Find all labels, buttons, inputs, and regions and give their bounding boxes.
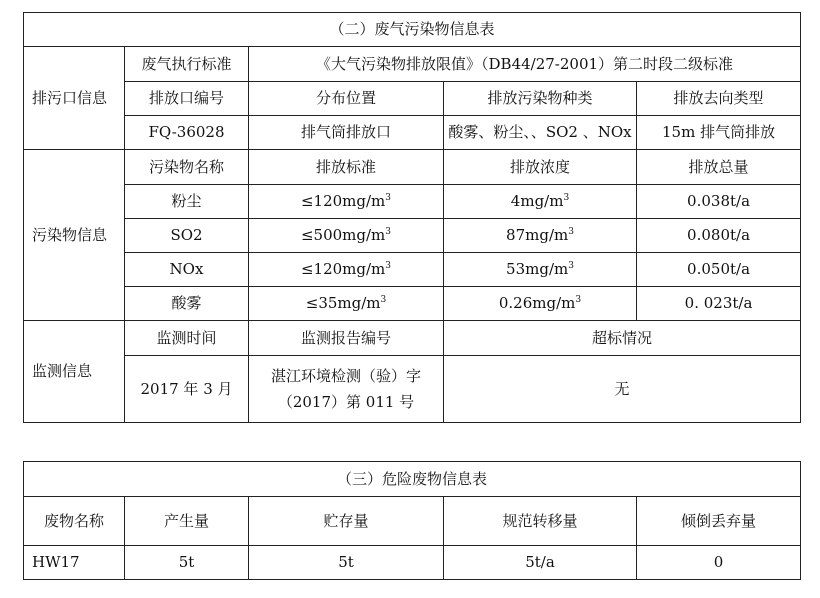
pollutant-total: 0.080t/a <box>637 219 801 253</box>
waste-generated: 5t <box>125 546 249 580</box>
waste-transferred: 5t/a <box>444 546 637 580</box>
pollutant-name: 粉尘 <box>125 185 249 219</box>
hazardous-waste-table <box>23 461 801 580</box>
report-number-line1: 湛江环境检测（验）字 <box>270 366 421 385</box>
pollutant-std: $\le 120mg/m^3$ <box>249 185 444 219</box>
report-number <box>249 356 444 423</box>
header-cell: 贮存量 <box>249 497 444 546</box>
outlet-pollutants: 酸雾、粉尘、、SO2 、NOx <box>444 116 637 150</box>
pollutant-name: SO2 <box>125 219 249 253</box>
table-row <box>24 185 801 219</box>
monitor-time: 2017 年 3 月 <box>125 356 249 423</box>
table-row <box>24 287 801 321</box>
header-cell: 废物名称 <box>24 497 125 546</box>
table-row <box>24 546 801 580</box>
header-cell: 倾倒丢弃量 <box>637 497 801 546</box>
waste-gas-table <box>23 12 801 423</box>
waste-dumped: 0 <box>637 546 801 580</box>
table-title: （二）废气污染物信息表 <box>24 13 801 47</box>
header-cell: 排放去向类型 <box>637 82 801 116</box>
header-cell: 分布位置 <box>249 82 444 116</box>
header-cell: 监测报告编号 <box>249 321 444 356</box>
exceed-status: 无 <box>444 356 801 423</box>
pollutant-total: 0.050t/a <box>637 253 801 287</box>
header-cell: 超标情况 <box>444 321 801 356</box>
header-cell: 污染物名称 <box>125 150 249 185</box>
pollutant-std: $\le 120mg/m^3$ <box>249 253 444 287</box>
waste-stored: 5t <box>249 546 444 580</box>
pollutant-total: 0. 023t/a <box>637 287 801 321</box>
pollutant-std: $\le 35mg/m^3$ <box>249 287 444 321</box>
table-row <box>24 219 801 253</box>
pollutant-section-label: 污染物信息 <box>24 150 125 321</box>
monitor-section-label: 监测信息 <box>24 321 125 423</box>
table-title: （三）危险废物信息表 <box>24 462 801 497</box>
header-cell: 排放标准 <box>249 150 444 185</box>
header-cell: 监测时间 <box>125 321 249 356</box>
header-cell: 产生量 <box>125 497 249 546</box>
pollutant-name: 酸雾 <box>125 287 249 321</box>
outlet-discharge-type: 15m 排气筒排放 <box>637 116 801 150</box>
pollutant-conc: $53mg/m^3$ <box>444 253 637 287</box>
pollutant-total: 0.038t/a <box>637 185 801 219</box>
header-cell: 规范转移量 <box>444 497 637 546</box>
header-cell: 排放浓度 <box>444 150 637 185</box>
std-label: 废气执行标准 <box>125 47 249 82</box>
outlet-id: FQ-36028 <box>125 116 249 150</box>
pollutant-name: NOx <box>125 253 249 287</box>
outlet-location: 排气筒排放口 <box>249 116 444 150</box>
pollutant-conc: $87mg/m^3$ <box>444 219 637 253</box>
header-cell: 排放总量 <box>637 150 801 185</box>
report-number-line2: （2017）第 011 号 <box>277 393 415 411</box>
std-value: 《大气污染物排放限值》（DB44/27-2001）第二时段二级标准 <box>249 47 801 82</box>
pollutant-conc: $0.26mg/m^3$ <box>444 287 637 321</box>
table-row <box>24 253 801 287</box>
pollutant-conc: $4mg/m^3$ <box>444 185 637 219</box>
header-cell: 排放口编号 <box>125 82 249 116</box>
pollutant-std: $\le 500mg/m^3$ <box>249 219 444 253</box>
outlet-section-label: 排污口信息 <box>24 47 125 150</box>
header-cell: 排放污染物种类 <box>444 82 637 116</box>
waste-name: HW17 <box>24 546 125 580</box>
